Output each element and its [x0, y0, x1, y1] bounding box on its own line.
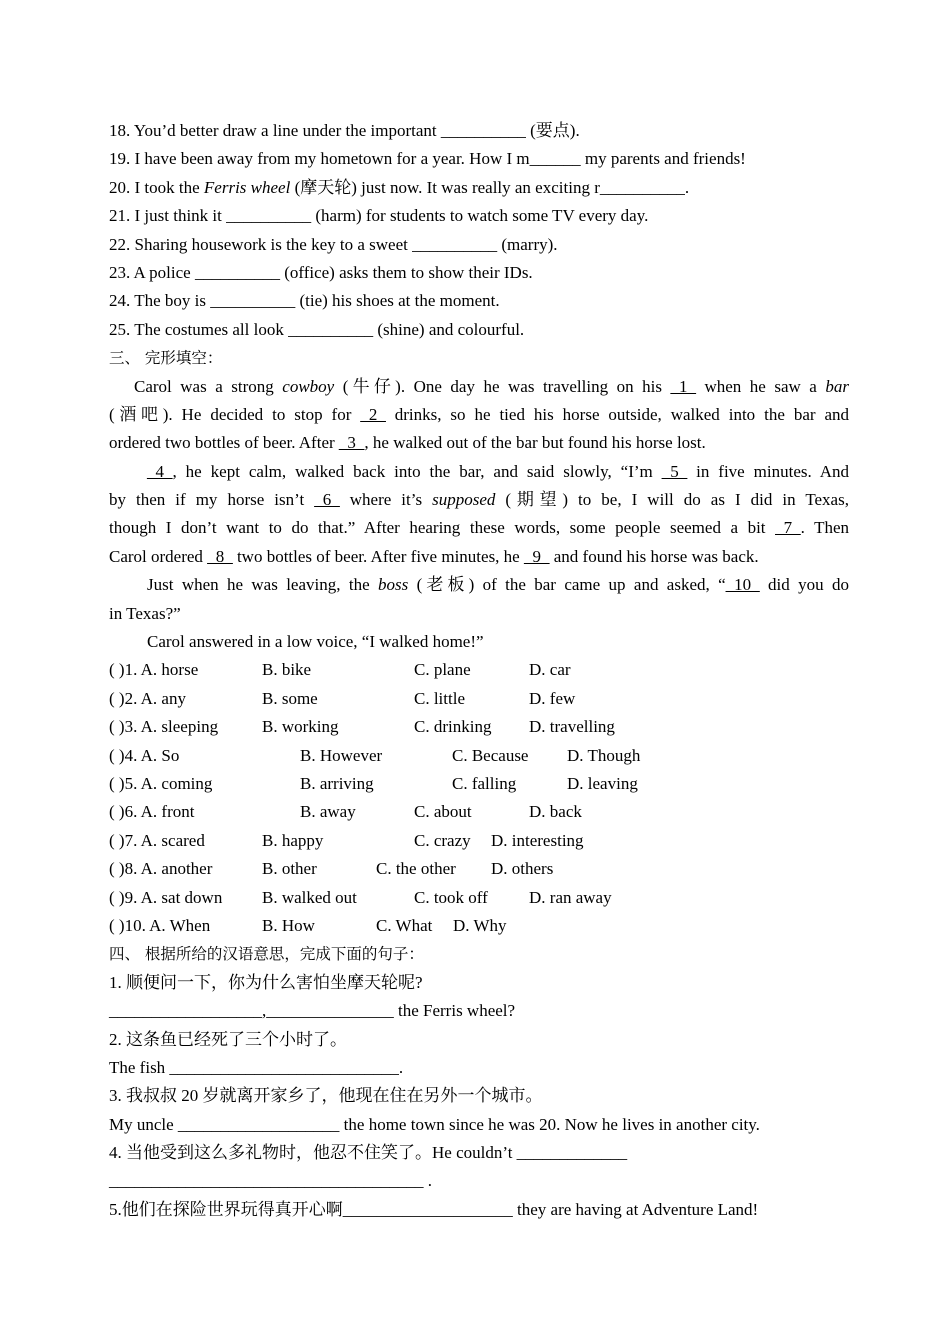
passage-text: (牛仔). One day he was travelling on his	[334, 376, 671, 396]
mcq-row	[109, 742, 849, 770]
mcq-list	[109, 656, 849, 940]
passage-text: . Then	[800, 518, 849, 538]
mcq-option-b: B. some	[262, 688, 318, 708]
passage-text: , he walked out of the bar but found his horse lost.	[364, 433, 706, 453]
mcq-option-b: B. away	[300, 802, 356, 822]
cloze-blank-9: _9_	[523, 546, 550, 566]
mcq-option-a: ( )6. A. front	[109, 802, 195, 822]
mcq-option-c: C. What	[376, 915, 433, 935]
cloze-blank-4: _4_	[147, 461, 173, 481]
translation-answer-1: __________________,_______________ the Ferris wheel?	[109, 1001, 516, 1021]
passage-line	[109, 401, 849, 429]
mcq-option-b: B. bike	[262, 660, 312, 680]
cloze-blank-1: _1_	[670, 376, 696, 396]
passage-text: by then if my horse isn’t	[109, 490, 315, 510]
vocab-item-19: 19. I have been away from my hometown for a year. How I m______ my parents and friends!	[109, 149, 746, 169]
mcq-option-a: ( )5. A. coming	[109, 773, 213, 793]
passage-text: (酒吧). He decided to stop for	[109, 404, 361, 424]
mcq-row	[109, 685, 849, 713]
passage-text: and found his horse was back.	[549, 546, 759, 566]
vocab-item-20-em: Ferris wheel	[203, 177, 291, 197]
cloze-blank-5: _5_	[661, 461, 688, 481]
passage-text: Carol ordered	[109, 546, 208, 566]
passage-em: cowboy	[282, 376, 335, 396]
passage-text: , he kept calm, walked back into the bar, and said slowly, “I’m	[172, 461, 662, 481]
mcq-row	[109, 827, 849, 855]
translation-prompt-2: 2. 这条鱼已经死了三个小时了。	[109, 1029, 347, 1049]
passage-text: did you do	[759, 575, 849, 595]
passage-line	[109, 373, 849, 401]
mcq-option-b: B. walked out	[262, 887, 357, 907]
vocab-item-18: 18. You’d better draw a line under the important __________ (要点).	[109, 121, 580, 140]
passage-text: drinks, so he tied his horse outside, walked into the bar and	[385, 404, 850, 424]
translation-prompt-4: 4. 当他受到这么多礼物时，他忍不住笑了。He couldn’t _____________	[109, 1143, 628, 1163]
passage-em: boss	[377, 575, 409, 595]
mcq-row	[109, 855, 849, 883]
passage-line	[109, 458, 849, 486]
mcq-row	[109, 884, 849, 912]
mcq-row	[109, 912, 849, 940]
passage-text: ordered two bottles of beer. After	[109, 433, 339, 453]
vocab-item-25: 25. The costumes all look __________ (shine) and colourful.	[109, 319, 525, 339]
mcq-option-d: D. Though	[567, 745, 641, 765]
mcq-row	[109, 656, 849, 684]
mcq-option-b: B. arriving	[300, 773, 374, 793]
mcq-option-d: D. others	[491, 859, 554, 879]
mcq-option-c: C. little	[414, 688, 465, 708]
passage-line: Carol answered in a low voice, “I walked home!”	[147, 632, 484, 652]
cloze-blank-2: _2_	[360, 404, 386, 424]
cloze-blank-10: _10_	[725, 575, 760, 595]
translation-answer-3: My uncle ___________________ the home town since he was 20. Now he lives in another city.	[109, 1114, 760, 1134]
passage-em: supposed	[432, 490, 496, 510]
mcq-option-a: ( )7. A. scared	[109, 830, 205, 850]
translation-answer-2: The fish ___________________________.	[109, 1057, 404, 1077]
mcq-option-d: D. car	[529, 660, 571, 680]
passage-text: though I don’t want to do that.” After hearing these words, some people seemed a bit	[109, 518, 776, 538]
passage-line	[109, 571, 849, 599]
translation-prompt-3: 3. 我叔叔 20 岁就离开家乡了，他现在住在另外一个城市。	[109, 1086, 543, 1106]
mcq-option-a: ( )1. A. horse	[109, 660, 199, 680]
mcq-row	[109, 770, 849, 798]
passage-line	[109, 429, 849, 457]
translation-answer-4: _____________________________________ .	[109, 1171, 432, 1191]
vocab-item-20-text: 20. I took the	[109, 177, 204, 197]
passage-text: two bottles of beer. After five minutes, he	[232, 546, 524, 566]
mcq-option-d: D. leaving	[567, 773, 638, 793]
mcq-option-a: ( )4. A. So	[109, 745, 180, 765]
cloze-blank-8: _8_	[207, 546, 233, 566]
section-4-heading: 四、 根据所给的汉语意思，完成下面的句子：	[109, 945, 424, 964]
passage-text: Just when he was leaving, the	[147, 575, 378, 595]
passage-line: in Texas?”	[109, 603, 181, 623]
passage-em: bar	[825, 376, 849, 396]
mcq-option-c: C. falling	[452, 773, 517, 793]
mcq-option-d: D. few	[529, 688, 576, 708]
passage-line	[109, 486, 849, 514]
vocab-item-23: 23. A police __________ (office) asks them to show their IDs.	[109, 262, 533, 282]
mcq-option-d: D. Why	[453, 915, 507, 935]
section-3-heading: 三、 完形填空：	[109, 349, 223, 368]
mcq-option-b: B. other	[262, 859, 317, 879]
translation-prompt-1: 1. 顺便问一下，你为什么害怕坐摩天轮呢?	[109, 972, 423, 992]
vocab-item-20-blank: __________.	[599, 177, 690, 197]
passage-text: (期望) to be, I will do as I did in Texas,	[495, 490, 849, 510]
cloze-blank-7: _7_	[775, 518, 801, 538]
mcq-option-d: D. travelling	[529, 717, 615, 737]
mcq-option-a: ( )10. A. When	[109, 915, 211, 935]
mcq-option-d: D. interesting	[491, 830, 584, 850]
cloze-blank-6: _6_	[314, 490, 340, 510]
translation-prompt-5: 5.他们在探险世界玩得真开心啊____________________ they are having at Adventure Land!	[109, 1199, 759, 1219]
mcq-option-b: B. happy	[262, 830, 324, 850]
mcq-row	[109, 713, 849, 741]
worksheet-page	[109, 117, 849, 1224]
vocab-item-21: 21. I just think it __________ (harm) for students to watch some TV every day.	[109, 206, 649, 226]
mcq-option-a: ( )8. A. another	[109, 859, 213, 879]
mcq-option-b: B. working	[262, 717, 339, 737]
mcq-option-c: C. the other	[376, 859, 456, 879]
mcq-option-a: ( )9. A. sat down	[109, 887, 223, 907]
mcq-option-a: ( )3. A. sleeping	[109, 717, 219, 737]
passage-line	[109, 514, 849, 542]
vocab-item-20-text-2: (摩天轮) just now. It was really an exciting r	[290, 177, 600, 197]
vocab-item-20	[109, 174, 849, 202]
mcq-option-b: B. How	[262, 915, 315, 935]
mcq-option-d: D. back	[529, 802, 582, 822]
mcq-option-c: C. plane	[414, 660, 471, 680]
passage-line	[109, 543, 849, 571]
passage-text: where it’s	[339, 490, 433, 510]
mcq-option-c: C. took off	[414, 887, 488, 907]
mcq-option-c: C. Because	[452, 745, 529, 765]
vocab-item-24: 24. The boy is __________ (tie) his shoes at the moment.	[109, 291, 500, 311]
mcq-option-c: C. about	[414, 802, 472, 822]
vocab-item-22: 22. Sharing housework is the key to a sweet __________ (marry).	[109, 234, 558, 254]
passage-text: Carol was a strong	[134, 376, 283, 396]
mcq-option-b: B. However	[300, 745, 383, 765]
passage-text: when he saw a	[695, 376, 826, 396]
mcq-option-c: C. crazy	[414, 830, 471, 850]
mcq-option-a: ( )2. A. any	[109, 688, 186, 708]
mcq-row	[109, 798, 849, 826]
mcq-option-d: D. ran away	[529, 887, 612, 907]
cloze-blank-3: _3_	[338, 433, 365, 453]
mcq-option-c: C. drinking	[414, 717, 492, 737]
passage-text: (老板) of the bar came up and asked, “	[408, 575, 726, 595]
passage-text: in five minutes. And	[687, 461, 849, 481]
